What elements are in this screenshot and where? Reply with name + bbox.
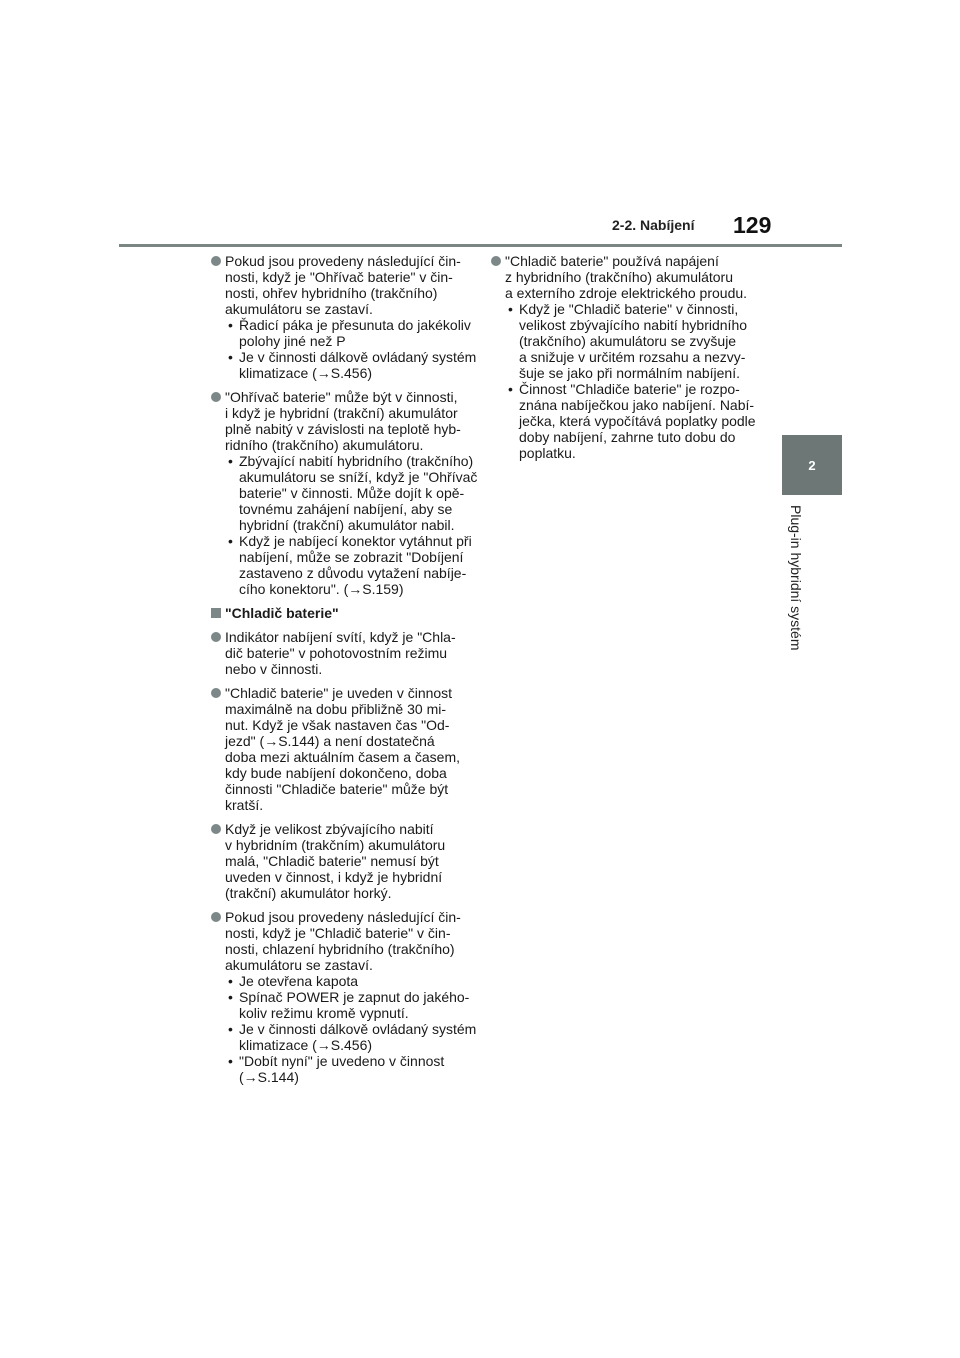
bullet-text: "Chladič baterie" používá napájení z hybridního (trakčního) akumulátoru a externího zdroje elektrického proudu. [505,253,748,301]
circle-bullet-icon [211,824,221,834]
circle-bullet-icon [211,912,221,922]
sub-bullet-item [225,453,479,533]
sub-bullet-text: Je otevřena kapota [239,973,359,989]
dot-bullet-icon: • [228,349,233,365]
square-bullet-icon [211,608,221,618]
sub-bullet-item [225,989,479,1021]
sub-bullet-text: "Dobít nyní" je uvedeno v činnost (→S.144) [239,1053,445,1085]
sub-bullet-text: Je v činnosti dálkově ovládaný systém klimatizace (→S.456) [239,349,477,381]
dot-bullet-icon: • [228,533,233,549]
heading-text: "Chladič baterie" [225,605,339,621]
section-heading [211,605,479,621]
sub-bullet-item [225,349,479,381]
dot-bullet-icon: • [508,381,513,397]
sub-bullet-item [225,1021,479,1053]
circle-bullet-icon [211,392,221,402]
sub-bullet-text: Když je "Chladič baterie" v činnosti, velikost zbývajícího nabití hybridního (trakčního) akumulátoru se zvyšuje a snižuje v určitém rozsahu a nezvy- šuje se jako při normálním nabíjení. [519,301,748,381]
bullet-item [211,253,479,381]
sub-bullet-text: Když je nabíjecí konektor vytáhnut při nabíjení, může se zobrazit "Dobíjení zastaveno z důvodu vytažení nabíje- cího konektoru". (→S.159) [239,533,472,597]
bullet-text: "Chladič baterie" je uveden v činnost maximálně na dobu přibližně 30 mi- nut. Když je však nastaven čas "Od- jezd" (→S.144) a není dostatečná doba mezi aktuálním časem a časem, kdy bude nabíjení dokončeno, doba činnosti "Chladiče baterie" může být kratší. [225,685,460,813]
dot-bullet-icon: • [228,453,233,469]
sub-bullet-item [225,1053,479,1085]
sub-bullet-item [225,317,479,349]
sub-bullet-text: Řadicí páka je přesunuta do jakékoliv polohy jiné než P [239,317,471,349]
dot-bullet-icon: • [508,301,513,317]
sub-bullet-item [505,381,759,461]
bullet-item [211,909,479,1085]
dot-bullet-icon: • [228,317,233,333]
bullet-item [211,821,479,901]
dot-bullet-icon: • [228,973,233,989]
circle-bullet-icon [491,256,501,266]
page-number: 129 [733,212,772,238]
sub-bullet-item [225,973,479,989]
chapter-tab [782,435,842,495]
circle-bullet-icon [211,688,221,698]
section-title: 2-2. Nabíjení [612,217,695,233]
bullet-item [491,253,759,461]
right-column [491,253,759,469]
dot-bullet-icon: • [228,1053,233,1069]
sub-bullet-text: Spínač POWER je zapnut do jakého- koliv režimu kromě vypnutí. [239,989,470,1021]
sub-bullet-text: Zbývající nabití hybridního (trakčního) akumulátoru se sníží, když je "Ohřívač baterie" v činnosti. Může dojít k opě- tovnému zahájení nabíjení, aby se hybridní (trakční) akumulátor nabil. [239,453,478,533]
bullet-item [211,389,479,597]
bullet-item [211,629,479,677]
sub-bullet-item [225,533,479,597]
sub-bullet-text: Je v činnosti dálkově ovládaný systém klimatizace (→S.456) [239,1021,477,1053]
sub-bullet-text: Činnost "Chladiče baterie" je rozpo- znána nabíječkou jako nabíjení. Nabí- ječka, která vypočítává poplatky podle doby nabíjení, zahrne tuto dobu do poplatku. [519,381,756,461]
chapter-label: Plug-in hybridní systém [788,505,804,651]
circle-bullet-icon [211,256,221,266]
circle-bullet-icon [211,632,221,642]
chapter-number: 2 [808,457,816,473]
dot-bullet-icon: • [228,1021,233,1037]
header-divider [119,244,842,247]
left-column [211,253,479,1093]
bullet-text: "Ohřívač baterie" může být v činnosti, i když je hybridní (trakční) akumulátor plně nabitý v závislosti na teplotě hyb- ridního (trakčního) akumulátoru. [225,389,461,453]
bullet-item [211,685,479,813]
bullet-text: Když je velikost zbývajícího nabití v hybridním (trakčním) akumulátoru malá, "Chladič baterie" nemusí být uveden v činnost, i když je hybridní (trakční) akumulátor horký. [225,821,446,901]
bullet-text: Indikátor nabíjení svítí, když je "Chla- dič baterie" v pohotovostním režimu nebo v činnosti. [225,629,456,677]
bullet-text: Pokud jsou provedeny následující čin- nosti, když je "Chladič baterie" v čin- nosti, chlazení hybridního (trakčního) akumulátoru se zastaví. [225,909,461,973]
sub-bullet-item [505,301,759,381]
dot-bullet-icon: • [228,989,233,1005]
bullet-text: Pokud jsou provedeny následující čin- nosti, když je "Ohřívač baterie" v čin- nosti, ohřev hybridního (trakčního) akumulátoru se zastaví. [225,253,461,317]
